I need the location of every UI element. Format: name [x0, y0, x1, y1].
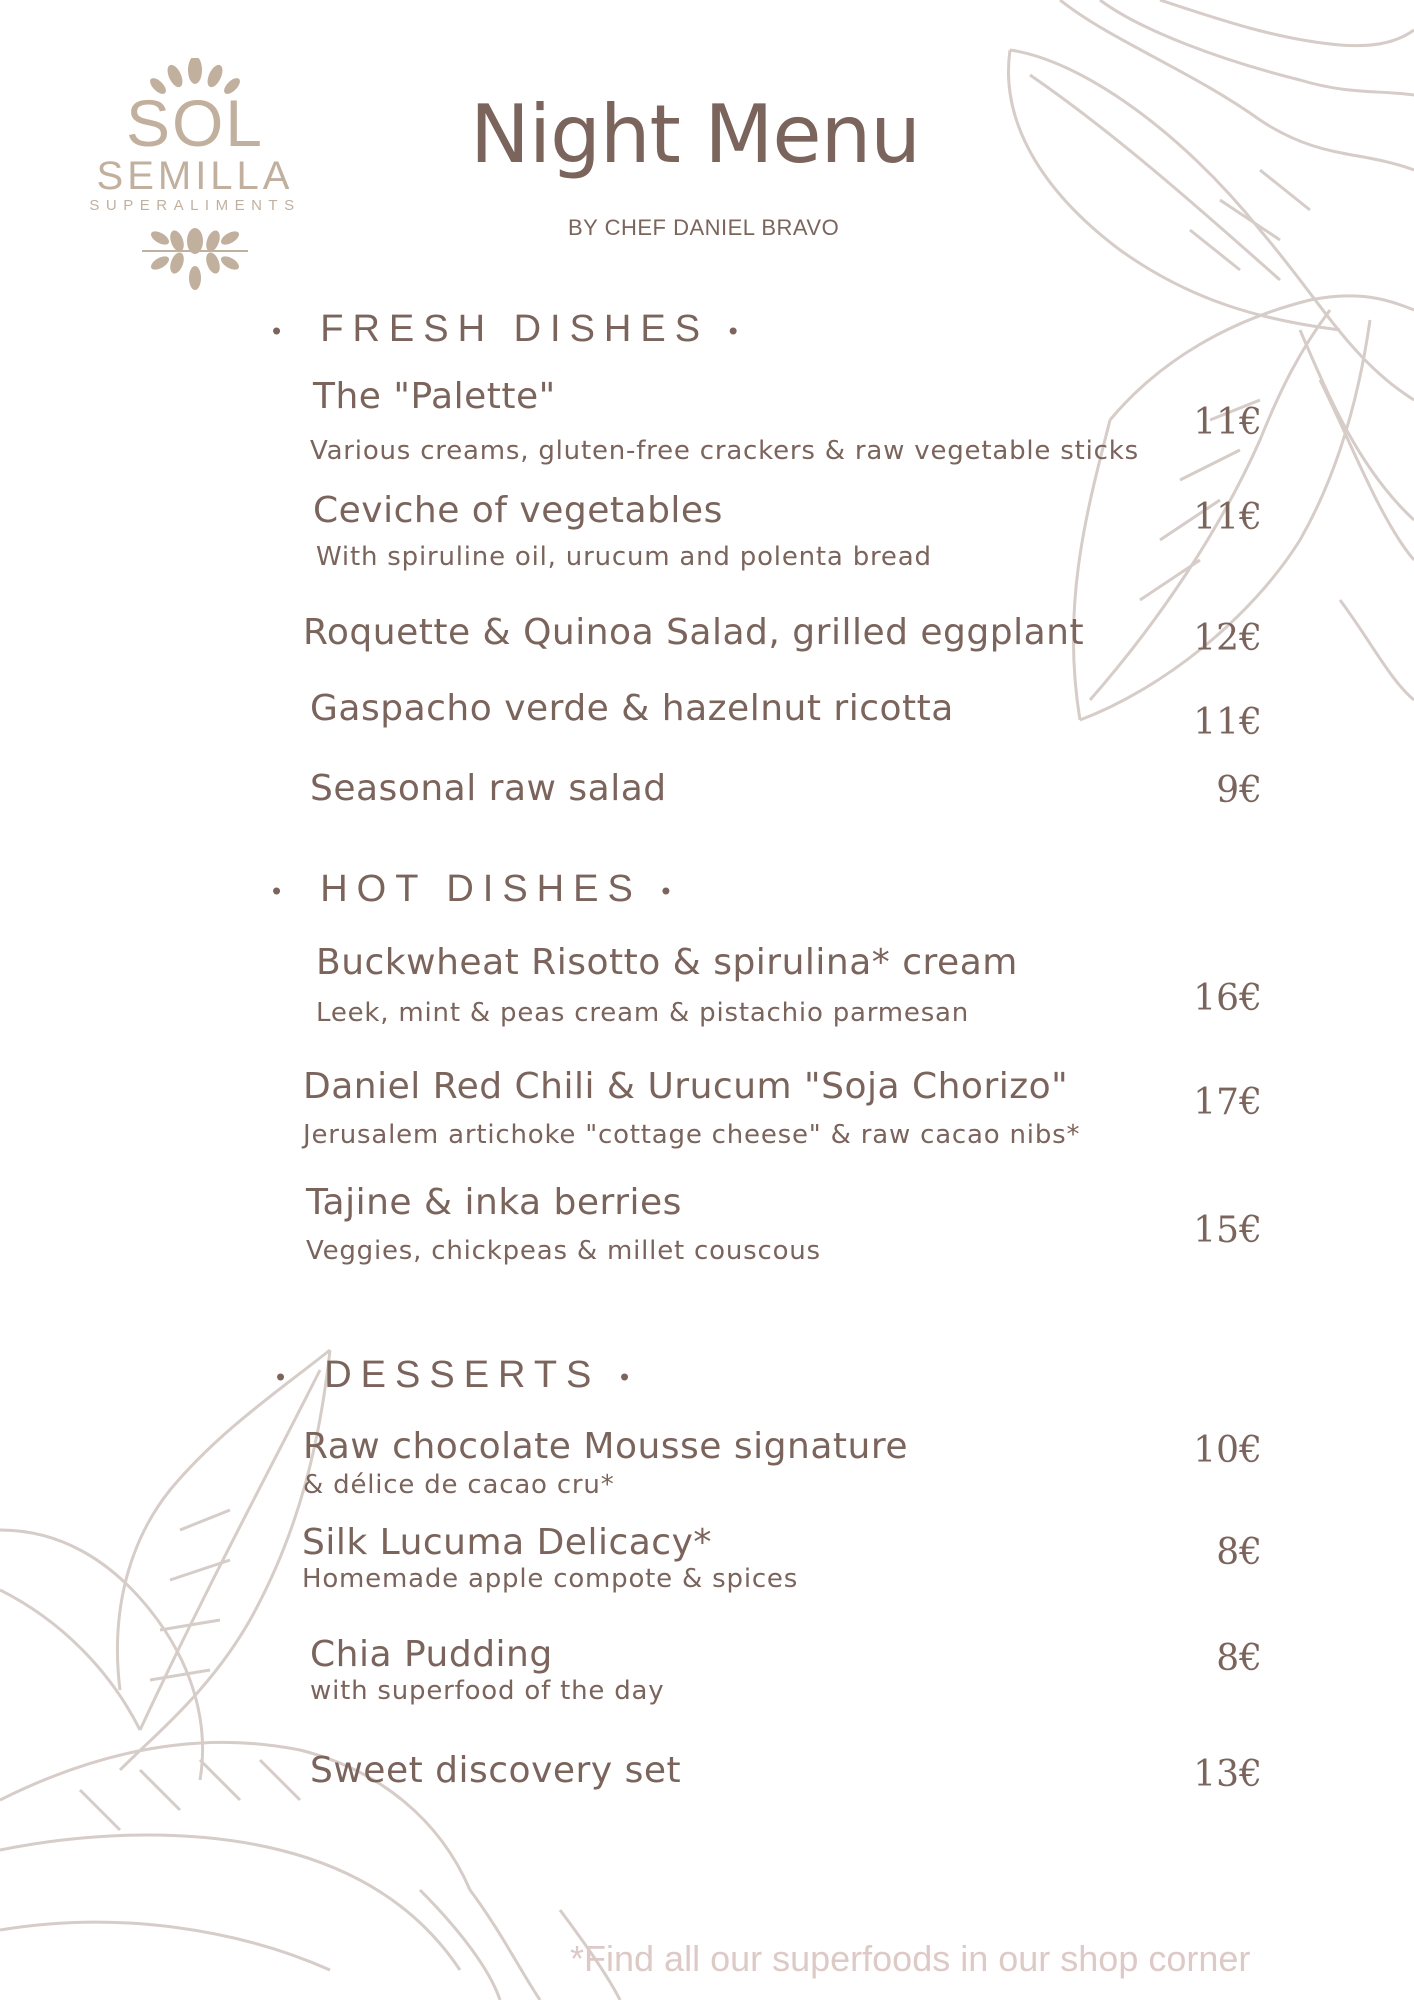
menu-item-description: Veggies, chickpeas & millet couscous — [306, 1236, 821, 1266]
menu-item-name: Silk Lucuma Delicacy* — [302, 1522, 712, 1563]
logo-word-superaliments: SUPERALIMENTS — [89, 197, 301, 214]
menu-item-description: Jerusalem artichoke "cottage cheese" & raw cacao nibs* — [303, 1120, 1081, 1150]
menu-item-price: 12€ — [1193, 618, 1262, 659]
menu-item-description: Various creams, gluten-free crackers & raw vegetable sticks — [310, 436, 1139, 466]
menu-item-price: 8€ — [1216, 1532, 1262, 1573]
menu-item-price: 16€ — [1193, 978, 1262, 1019]
menu-item-name: Buckwheat Risotto & spirulina* cream — [316, 942, 1018, 983]
menu-item-price: 13€ — [1193, 1754, 1262, 1795]
logo-word-semilla: SEMILLA — [96, 154, 294, 198]
menu-item-name: Sweet discovery set — [310, 1750, 682, 1791]
menu-item-name: Daniel Red Chili & Urucum "Soja Chorizo" — [303, 1066, 1069, 1107]
menu-item-name: Roquette & Quinoa Salad, grilled eggplant — [303, 612, 1085, 653]
menu-item-name: The "Palette" — [313, 376, 556, 417]
menu-item-price: 9€ — [1216, 770, 1262, 811]
menu-item-price: 11€ — [1193, 702, 1262, 743]
menu-item-description: Leek, mint & peas cream & pistachio parmesan — [316, 998, 970, 1028]
menu-item-description: with superfood of the day — [310, 1676, 665, 1706]
footer-note: *Find all our superfoods in our shop corner — [570, 1938, 1251, 1979]
menu-item-description: & délice de cacao cru* — [303, 1470, 615, 1500]
brand-logo — [80, 58, 310, 298]
menu-item-price: 11€ — [1193, 497, 1262, 538]
menu-item-name: Raw chocolate Mousse signature — [303, 1426, 908, 1467]
menu-item-name: Chia Pudding — [310, 1634, 553, 1675]
page-title: Night Menu — [470, 88, 920, 181]
section-heading-desserts: • DESSERTS • — [276, 1354, 630, 1396]
menu-item-price: 10€ — [1193, 1430, 1262, 1471]
logo-word-sol: SOL — [125, 86, 265, 160]
menu-item-name: Seasonal raw salad — [310, 768, 667, 809]
section-heading-fresh: • FRESH DISHES • — [272, 308, 738, 350]
section-heading-hot: • HOT DISHES • — [272, 868, 671, 910]
page-subtitle: BY CHEF DANIEL BRAVO — [568, 215, 840, 240]
menu-item-name: Tajine & inka berries — [306, 1182, 682, 1223]
menu-item-name: Ceviche of vegetables — [313, 490, 723, 531]
menu-item-price: 11€ — [1193, 402, 1262, 443]
menu-item-name: Gaspacho verde & hazelnut ricotta — [310, 688, 954, 729]
menu-item-description: With spiruline oil, urucum and polenta bread — [316, 542, 932, 572]
menu-item-price: 17€ — [1193, 1082, 1262, 1123]
menu-item-description: Homemade apple compote & spices — [302, 1564, 799, 1594]
menu-item-price: 8€ — [1216, 1638, 1262, 1679]
menu-item-price: 15€ — [1193, 1210, 1262, 1251]
